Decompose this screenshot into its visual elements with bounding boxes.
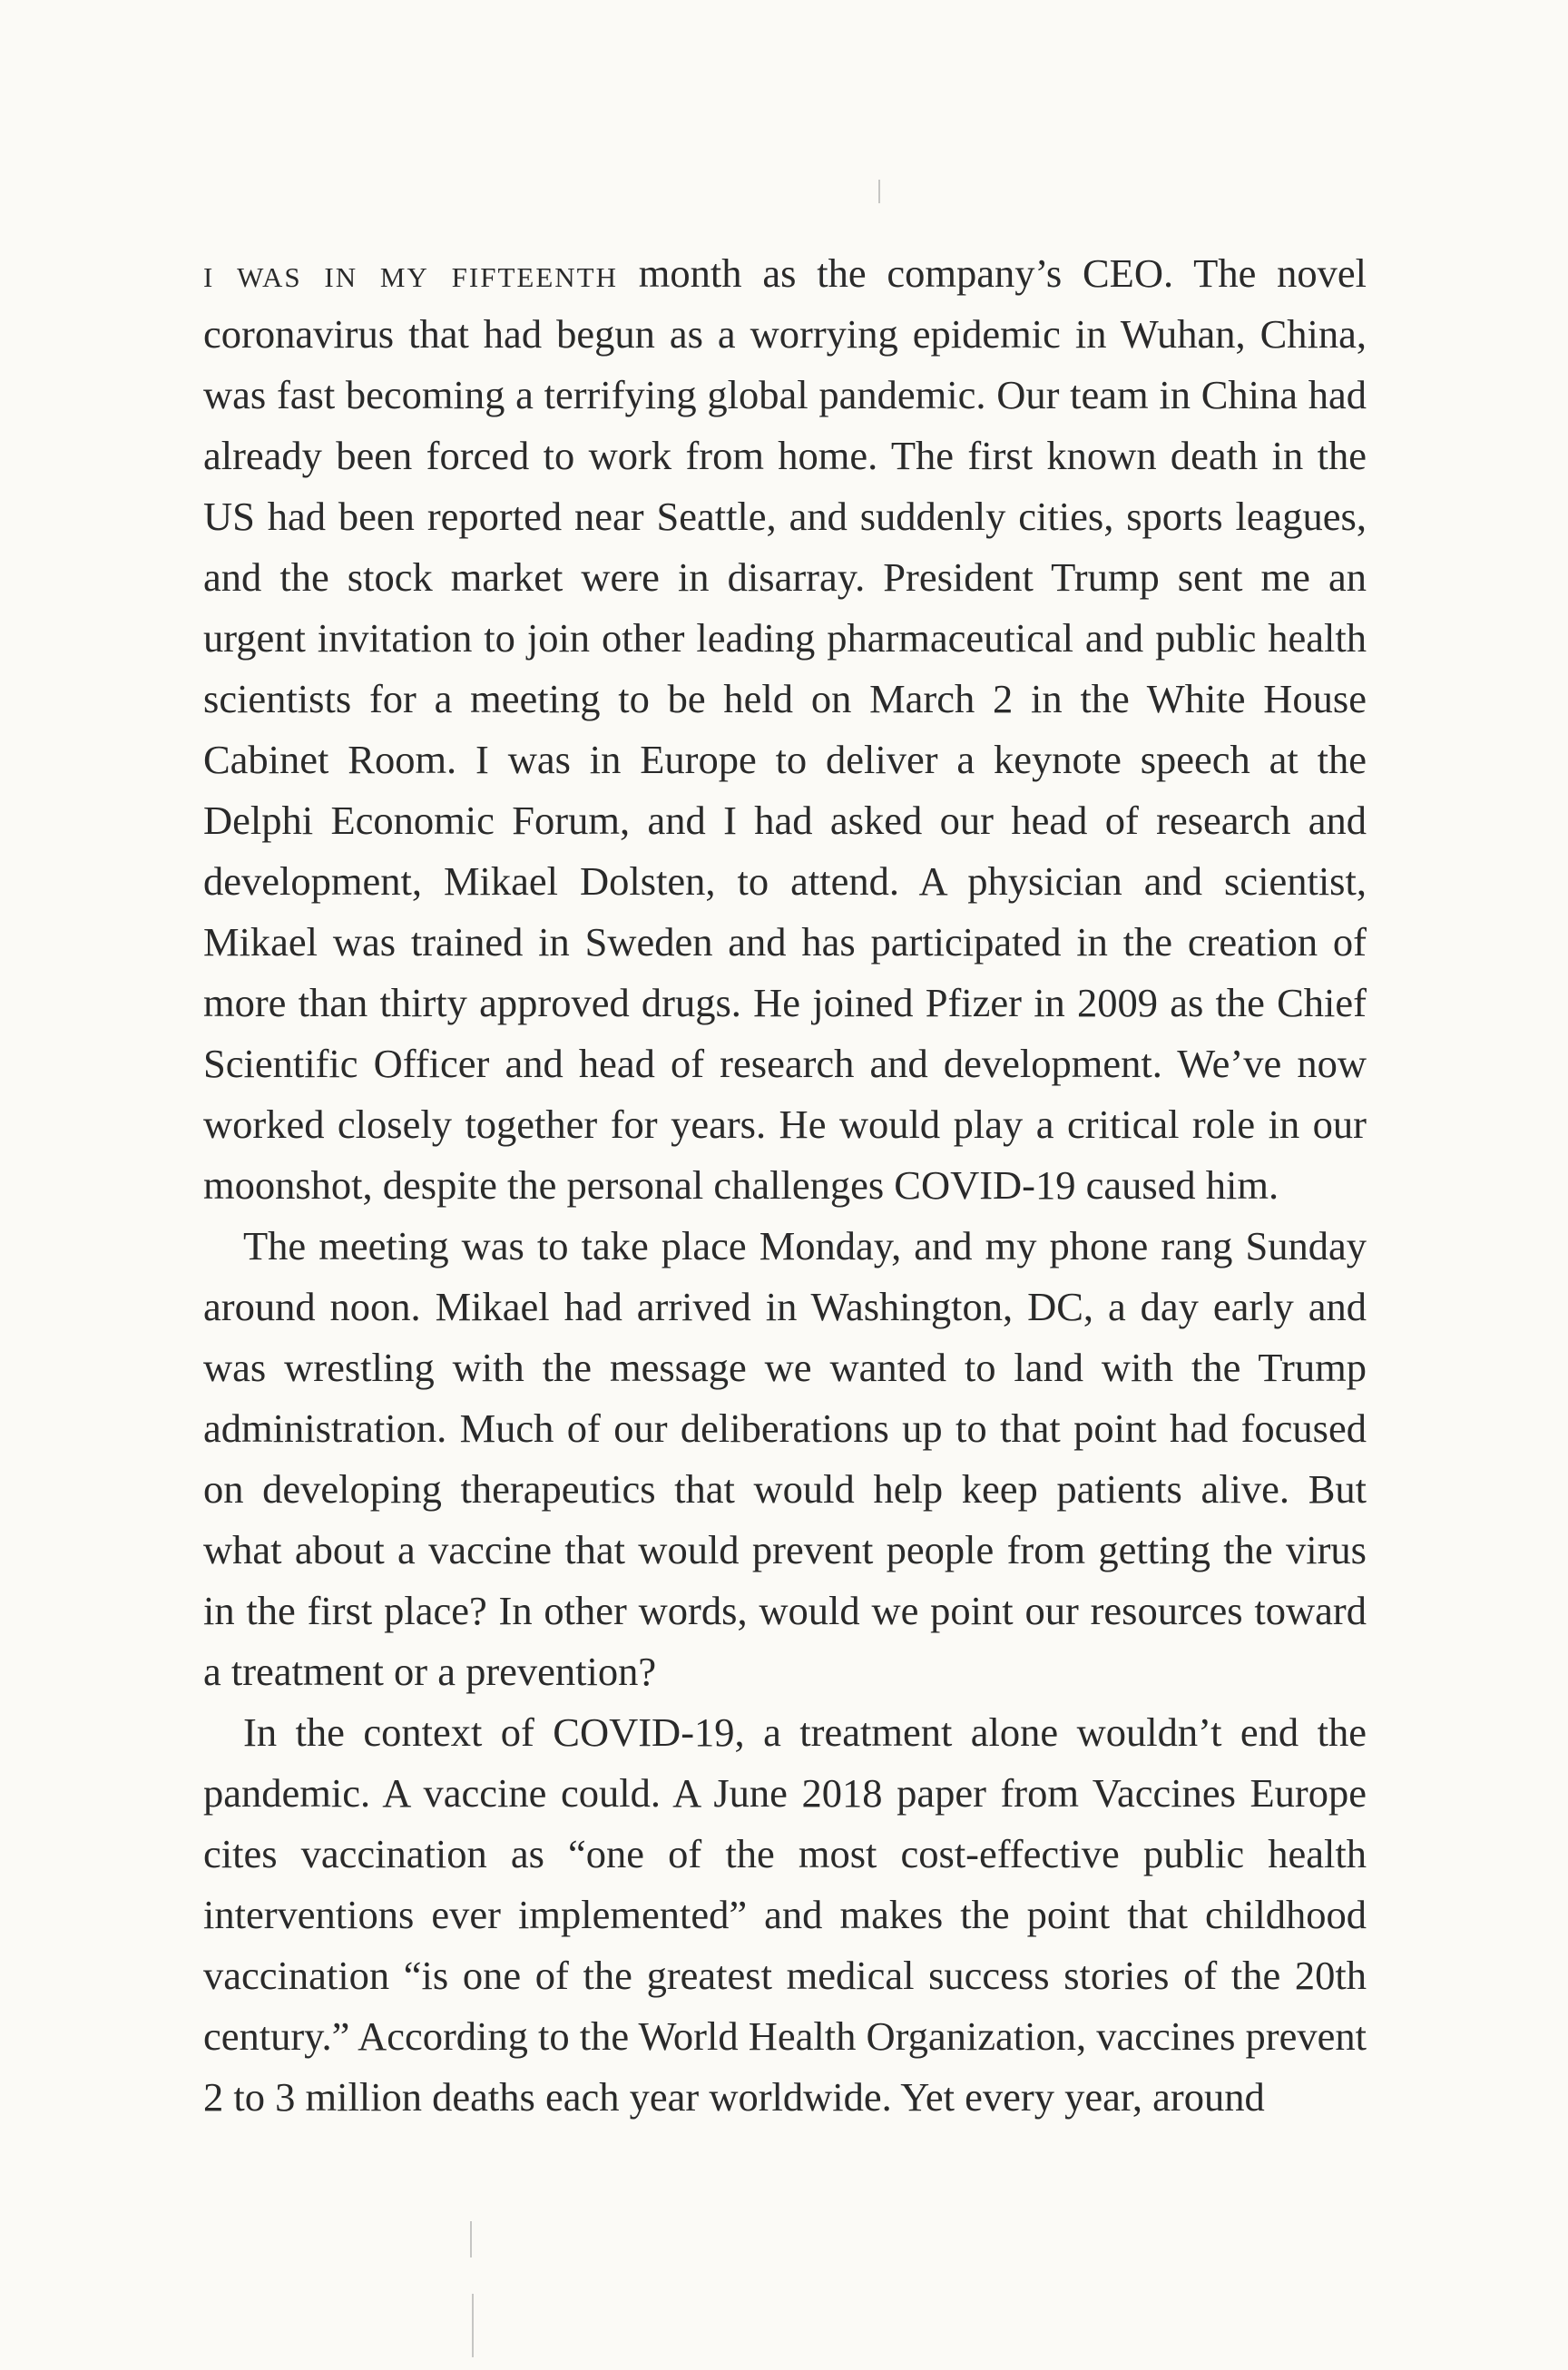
paragraph-1 — [203, 243, 1367, 1216]
scan-mark — [470, 2221, 472, 2257]
chapter-lead-in: i was in my fifteenth — [203, 250, 618, 296]
paragraph-3: In the context of COVID-19, a treatment alone wouldn’t end the pandemic. A vaccine could. A June 2018 paper from Vaccines Europe cites vaccination as “one of the most cost-effective public health interventions ever implemented” and makes the point that childhood vaccination “is one of the greatest medical success stories of the 20th century.” According to the World Health Organization, vaccines prevent 2 to 3 million deaths each year worldwide. Yet every year, around — [203, 1709, 1367, 2120]
scan-mark — [472, 2294, 474, 2357]
paragraph-1-text: month as the company’s CEO. The novel coronavirus that had begun as a worrying epidemic in Wuhan, China, was fast becoming a terrifying global pandemic. Our team in China had already been forced to work from home. The first known death in the US had been reported near Seattle, and suddenly cities, sports leagues, and the stock market were in disarray. President Trump sent me an urgent invitation to join other leading pharmaceutical and public health scientists for a meeting to be held on March 2 in the White House Cabinet Room. I was in Europe to deliver a keynote speech at the Delphi Economic Forum, and I had asked our head of research and development, Mikael Dolsten, to attend. A physician and scientist, Mikael was trained in Sweden and has participated in the creation of more than thirty approved drugs. He joined Pfizer in 2009 as the Chief Scientific Officer and head of research and development. We’ve now worked closely together for years. He would play a critical role in our moonshot, despite the personal challenges COVID-19 caused him. — [203, 250, 1367, 1208]
scan-mark — [878, 180, 880, 203]
paragraph-2: The meeting was to take place Monday, and my phone rang Sunday around noon. Mikael had arrived in Washington, DC, a day early and was wrestling with the message we wanted to land with the Trump administration. Much of our deliberations up to that point had focused on developing therapeutics that would help keep patients alive. But what about a vaccine that would prevent people from getting the virus in the first place? In other words, would we point our resources toward a treatment or a prevention? — [203, 1223, 1367, 1694]
body-text — [203, 243, 1367, 2128]
